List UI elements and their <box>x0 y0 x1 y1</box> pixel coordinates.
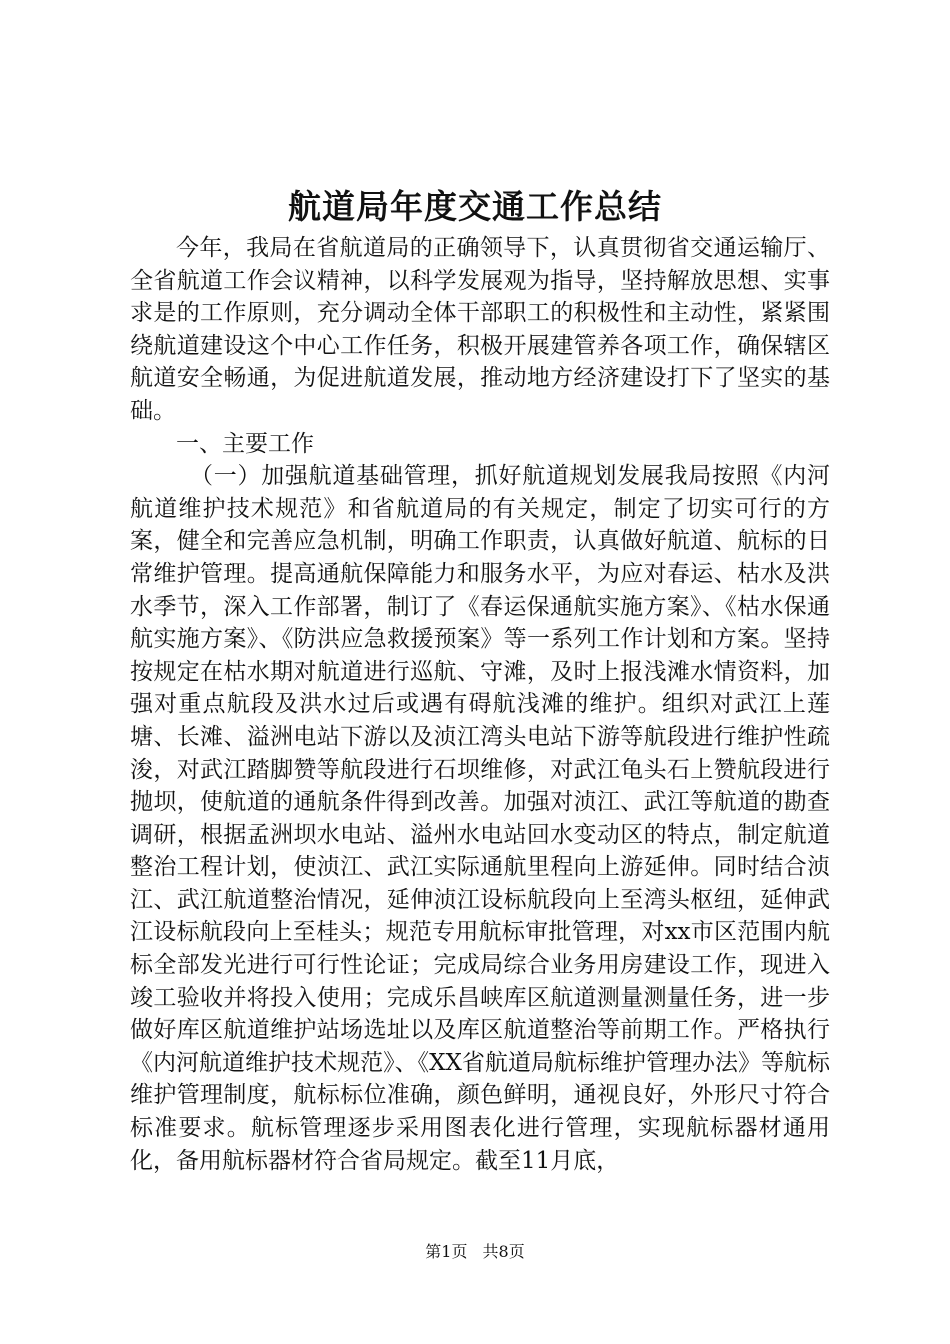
document-body <box>130 232 830 1177</box>
section-heading-main-work: 一、主要工作 <box>176 430 314 457</box>
intro-paragraph: 今年，我局在省航道局的正确领导下，认真贯彻省交通运输厅、全省航道工作会议精神，以科学发展观为指导，坚持解放思想、实事求是的工作原则，充分调动全体干部职工的积极性和主动性，紧紧围绕航道建设这个中心工作任务，积极开展建管养各项工作，确保辖区航道安全畅通，为促进航道发展，推动地方经济建设打下了坚实的基础。 <box>130 235 830 424</box>
page-footer <box>0 1241 950 1263</box>
subsection-paragraph-1: （一）加强航道基础管理，抓好航道规划发展我局按照《内河航道维护技术规范》和省航道局的有关规定，制定了切实可行的方案，健全和完善应急机制，明确工作职责，认真做好航道、航标的日常维护管理。提高通航保障能力和服务水平，为应对春运、枯水及洪水季节，深入工作部署，制订了《春运保通航实施方案》、《枯水保通航实施方案》、《防洪应急救援预案》等一系列工作计划和方案。坚持按规定在枯水期对航道进行巡航、守滩，及时上报浅滩水情资料，加强对重点航段及洪水过后或遇有碍航浅滩的维护。组织对武江上莲塘、长滩、溢洲电站下游以及浈江湾头电站下游等航段进行维护性疏浚，对武江踏脚赞等航段进行石坝维修，对武江龟头石上赞航段进行抛坝，使航道的通航条件得到改善。加强对浈江、武江等航道的勘查调研，根据孟洲坝水电站、溢州水电站回水变动区的特点，制定航道整治工程计划，使浈江、武江实际通航里程向上游延伸。同时结合浈江、武江航道整治情况，延伸浈江设标航段向上至湾头枢纽，延伸武江设标航段向上至桂头；规范专用航标审批管理，对xx市区范围内航标全部发光进行可行性论证；完成局综合业务用房建设工作，现进入竣工验收并将投入使用；完成乐昌峡库区航道测量测量任务，进一步做好库区航道维护站场选址以及库区航道整治等前期工作。严格执行《内河航道维护技术规范》、《XX省航道局航标维护管理办法》等航标维护管理制度，航标标位准确，颜色鲜明，通视良好，外形尺寸符合标准要求。航标管理逐步采用图表化进行管理，实现航标器材通用化，备用航标器材符合省局规定。截至11月底， <box>130 463 830 1174</box>
document-title: 航道局年度交通工作总结 <box>288 187 662 226</box>
page-number: 第1页 <box>425 1242 468 1261</box>
page-total: 共8页 <box>482 1242 525 1261</box>
